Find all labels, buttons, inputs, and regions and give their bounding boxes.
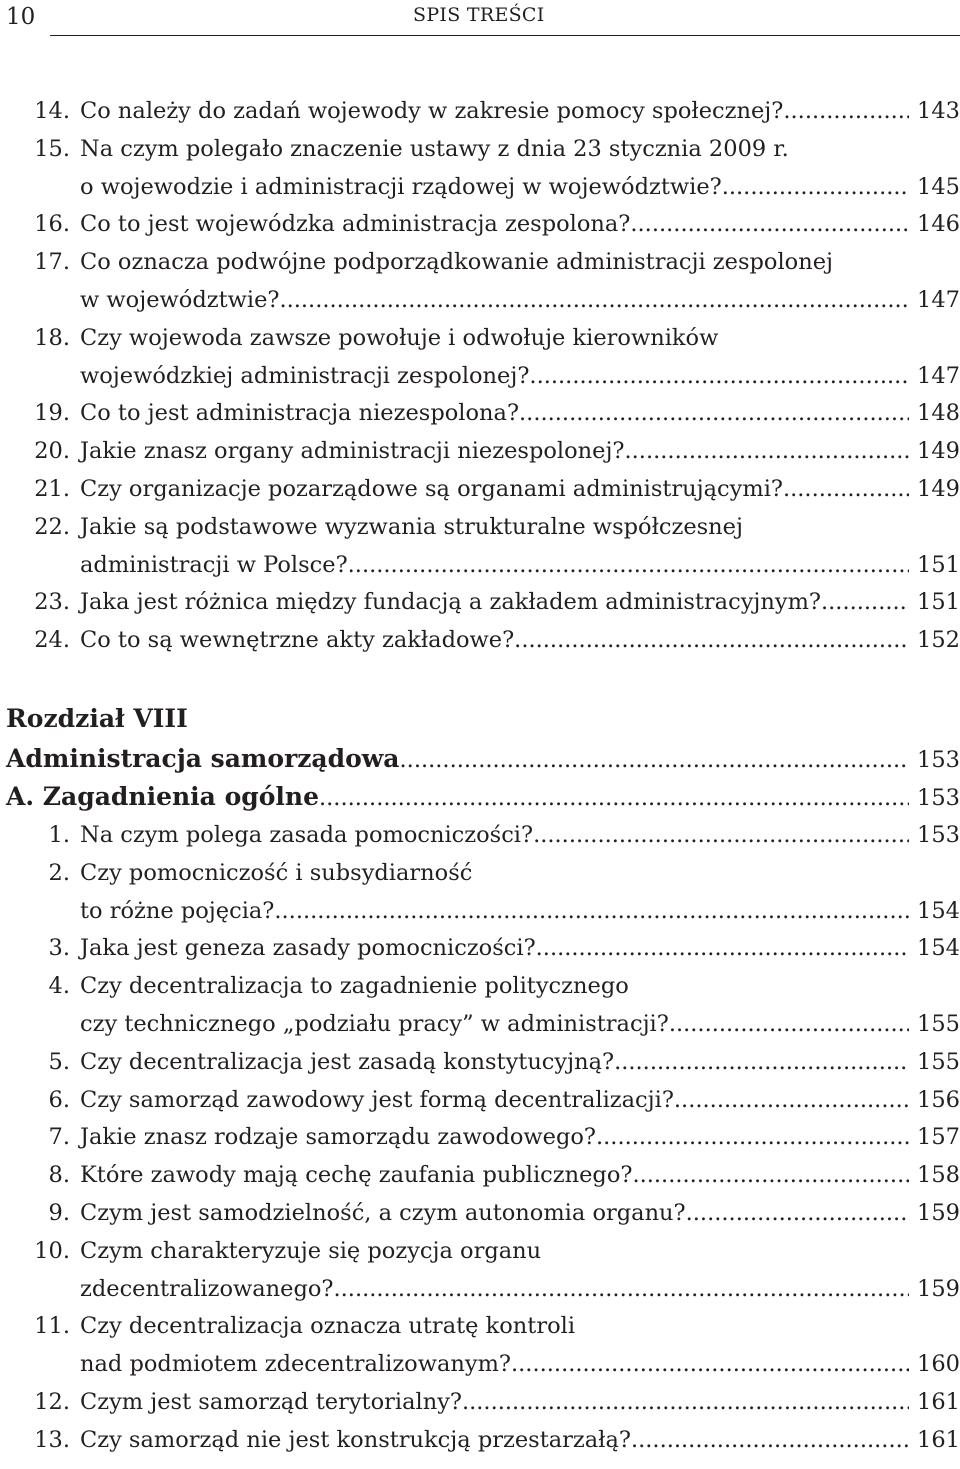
- page-header: [0, 0, 960, 40]
- toc-entry-line[interactable]: [0, 968, 960, 1004]
- entry-page-number: 149: [917, 476, 960, 502]
- dot-leader: [536, 930, 909, 966]
- dot-leader: [669, 1006, 909, 1042]
- section-entry[interactable]: [6, 779, 960, 815]
- dot-leader: [821, 584, 909, 620]
- dot-leader: [511, 1346, 909, 1382]
- dot-leader: [596, 1119, 909, 1155]
- entry-page-number: 161: [917, 1426, 960, 1453]
- entry-number: 19.: [34, 400, 70, 427]
- entry-number: 11.: [34, 1313, 70, 1340]
- entry-number: 24.: [34, 627, 70, 654]
- section-page: 153: [917, 785, 960, 811]
- entry-page-number: 143: [917, 98, 960, 124]
- entry-page-number: 151: [917, 589, 960, 616]
- dot-leader: [274, 893, 909, 929]
- page-number: 10: [6, 4, 36, 30]
- entry-title: to różne pojęcia?: [80, 897, 275, 924]
- entry-page-number: 154: [917, 935, 960, 962]
- toc-entry-line[interactable]: [0, 244, 960, 280]
- toc-entry-line[interactable]: [0, 893, 960, 929]
- toc-entry-line[interactable]: [0, 131, 960, 167]
- entry-title: wojewódzkiej administracji zespolonej?: [80, 362, 530, 389]
- entry-number: 18.: [34, 324, 70, 351]
- dot-leader: [722, 169, 909, 205]
- toc-entry-line[interactable]: [0, 282, 960, 318]
- entry-title: Czy samorząd nie jest konstrukcją przestarzałą?: [80, 1426, 631, 1453]
- toc-entry-line[interactable]: [0, 855, 960, 891]
- toc-entry-line[interactable]: [0, 1006, 960, 1042]
- toc-entry-line[interactable]: [0, 1346, 960, 1382]
- entry-title: Co należy do zadań wojewody w zakresie pomocy społecznej?: [80, 98, 784, 124]
- entry-number: 12.: [34, 1389, 70, 1415]
- entry-title: Na czym polegało znaczenie ustawy z dnia 23 stycznia 2009 r.: [80, 135, 789, 162]
- entry-page-number: 154: [917, 897, 960, 924]
- entry-title: Co to są wewnętrzne akty zakładowe?: [80, 627, 515, 654]
- entry-page-number: 158: [917, 1162, 960, 1189]
- toc-entry-line[interactable]: [0, 169, 960, 205]
- entry-number: 3.: [48, 935, 70, 962]
- entry-number: 5.: [48, 1048, 70, 1075]
- entry-number: 15.: [34, 135, 70, 162]
- entry-title: Na czym polega zasada pomocniczości?: [80, 822, 534, 848]
- entry-number: 13.: [34, 1426, 70, 1453]
- entry-page-number: 155: [917, 1048, 960, 1075]
- entry-number: 9.: [48, 1200, 70, 1226]
- dot-leader: [630, 206, 909, 242]
- entry-title: Czy samorząd zawodowy jest formą decentralizacji?: [80, 1086, 674, 1113]
- dot-leader: [783, 93, 909, 129]
- toc-entry-line[interactable]: [0, 320, 960, 356]
- entry-title: Czym jest samorząd terytorialny?: [80, 1389, 462, 1415]
- entry-title: Jakie znasz organy administracji niezespolonej?: [80, 438, 625, 465]
- chapter-label: Rozdział VIII: [6, 704, 188, 733]
- chapter-title-page: 153: [917, 747, 960, 773]
- toc-entry-line[interactable]: [0, 1233, 960, 1269]
- entry-number: 20.: [34, 438, 70, 465]
- toc-entry-line[interactable]: [0, 509, 960, 545]
- toc-entry-line[interactable]: [0, 471, 960, 507]
- entry-page-number: 149: [917, 438, 960, 465]
- entry-title: zdecentralizowanego?: [80, 1275, 334, 1302]
- entry-page-number: 148: [917, 400, 960, 427]
- entry-title: Czy decentralizacja oznacza utratę kontroli: [80, 1313, 576, 1340]
- toc-entry-line[interactable]: [0, 1422, 960, 1458]
- entry-page-number: 146: [917, 211, 960, 238]
- entry-title: Co to jest administracja niezespolona?: [80, 400, 520, 427]
- entry-page-number: 147: [917, 362, 960, 389]
- entry-number: 16.: [34, 211, 70, 238]
- entry-title: Czy wojewoda zawsze powołuje i odwołuje kierowników: [80, 324, 719, 351]
- header-rule: [50, 35, 960, 36]
- toc-entry-line[interactable]: [0, 1119, 960, 1155]
- entry-page-number: 159: [917, 1200, 960, 1226]
- entry-title: czy technicznego „podziału pracy” w administracji?: [80, 1011, 669, 1037]
- entry-title: Jakie są podstawowe wyzwania strukturalne współczesnej: [80, 513, 743, 540]
- entry-number: 4.: [48, 973, 70, 1000]
- entry-title: Czy decentralizacja jest zasadą konstytucyjną?: [80, 1048, 615, 1075]
- entry-page-number: 153: [917, 822, 960, 848]
- entry-number: 2.: [48, 859, 70, 886]
- entry-page-number: 147: [917, 287, 960, 313]
- toc-entry-line[interactable]: [0, 622, 960, 658]
- dot-leader: [514, 622, 909, 658]
- entry-number: 23.: [34, 589, 70, 616]
- toc-entry-line[interactable]: [0, 1308, 960, 1344]
- entry-title: Czy pomocniczość i subsydiarność: [80, 859, 473, 886]
- dot-leader: [529, 358, 909, 394]
- toc-entry-line[interactable]: [0, 547, 960, 583]
- entry-number: 6.: [48, 1086, 70, 1113]
- entry-number: 22.: [34, 513, 70, 540]
- entry-title: Jaka jest różnica między fundacją a zakładem administracyjnym?: [80, 589, 821, 616]
- running-title: SPIS TREŚCI: [413, 4, 545, 26]
- dot-leader: [625, 433, 910, 469]
- entry-page-number: 161: [917, 1389, 960, 1415]
- dot-leader: [614, 1044, 909, 1080]
- toc-entry-line[interactable]: [0, 433, 960, 469]
- entry-title: administracji w Polsce?: [80, 551, 348, 578]
- dot-leader: [783, 471, 909, 507]
- entry-number: 21.: [34, 476, 70, 502]
- toc-entry-line[interactable]: [0, 93, 960, 129]
- dot-leader: [279, 282, 909, 318]
- toc-entry-line[interactable]: [0, 930, 960, 966]
- entry-number: 14.: [34, 98, 70, 124]
- toc-entry-line[interactable]: [0, 1157, 960, 1193]
- entry-number: 1.: [48, 822, 70, 848]
- entry-page-number: 160: [917, 1351, 960, 1378]
- dot-leader: [632, 1157, 909, 1193]
- toc-entry-line[interactable]: [0, 1384, 960, 1420]
- entry-page-number: 156: [917, 1086, 960, 1113]
- entry-title: Jaka jest geneza zasady pomocniczości?: [80, 935, 536, 962]
- toc-entry-line[interactable]: [0, 817, 960, 853]
- entry-title: Czym jest samodzielność, a czym autonomia organu?: [80, 1200, 686, 1226]
- dot-leader: [462, 1384, 909, 1420]
- toc-entry-line[interactable]: [0, 1082, 960, 1118]
- entry-title: Co to jest wojewódzka administracja zespolona?: [80, 211, 631, 238]
- toc-entry-line[interactable]: [0, 1044, 960, 1080]
- entry-page-number: 145: [917, 173, 960, 200]
- entry-title: Czy decentralizacja to zagadnienie politycznego: [80, 973, 629, 1000]
- chapter-title: Administracja samorządowa: [6, 744, 400, 773]
- toc-entry-line[interactable]: [0, 1195, 960, 1231]
- chapter-title-entry[interactable]: [6, 741, 960, 777]
- entry-number: 7.: [48, 1124, 70, 1151]
- entry-page-number: 159: [917, 1275, 960, 1302]
- dot-leader: [674, 1082, 909, 1118]
- toc-entry-line[interactable]: [0, 395, 960, 431]
- entry-page-number: 151: [917, 551, 960, 578]
- entry-page-number: 152: [917, 627, 960, 654]
- toc-entry-line[interactable]: [0, 584, 960, 620]
- entry-title: Czy organizacje pozarządowe są organami administrującymi?: [80, 476, 783, 502]
- entry-title: w województwie?: [80, 287, 280, 313]
- entry-page-number: 157: [917, 1124, 960, 1151]
- entry-page-number: 155: [917, 1011, 960, 1037]
- dot-leader: [348, 547, 909, 583]
- entry-title: Co oznacza podwójne podporządkowanie administracji zespolonej: [80, 249, 833, 276]
- dot-leader: [631, 1422, 909, 1458]
- section-title: A. Zagadnienia ogólne: [6, 782, 319, 811]
- toc-entry-line[interactable]: [0, 358, 960, 394]
- dot-leader: [400, 742, 910, 778]
- toc-entry-line[interactable]: [0, 1271, 960, 1307]
- entry-title: Czym charakteryzuje się pozycja organu: [80, 1237, 542, 1264]
- dot-leader: [333, 1271, 909, 1307]
- dot-leader: [519, 395, 909, 431]
- entry-number: 8.: [48, 1162, 70, 1189]
- entry-title: nad podmiotem zdecentralizowanym?: [80, 1351, 511, 1378]
- entry-title: o wojewodzie i administracji rządowej w województwie?: [80, 173, 722, 200]
- dot-leader: [686, 1195, 909, 1231]
- toc-entry-line[interactable]: [0, 206, 960, 242]
- dot-leader: [533, 817, 909, 853]
- entry-title: Jakie znasz rodzaje samorządu zawodowego?: [80, 1124, 596, 1151]
- dot-leader: [319, 780, 909, 816]
- entry-title: Które zawody mają cechę zaufania publicznego?: [80, 1162, 633, 1189]
- entry-number: 10.: [34, 1237, 70, 1264]
- entry-number: 17.: [34, 249, 70, 276]
